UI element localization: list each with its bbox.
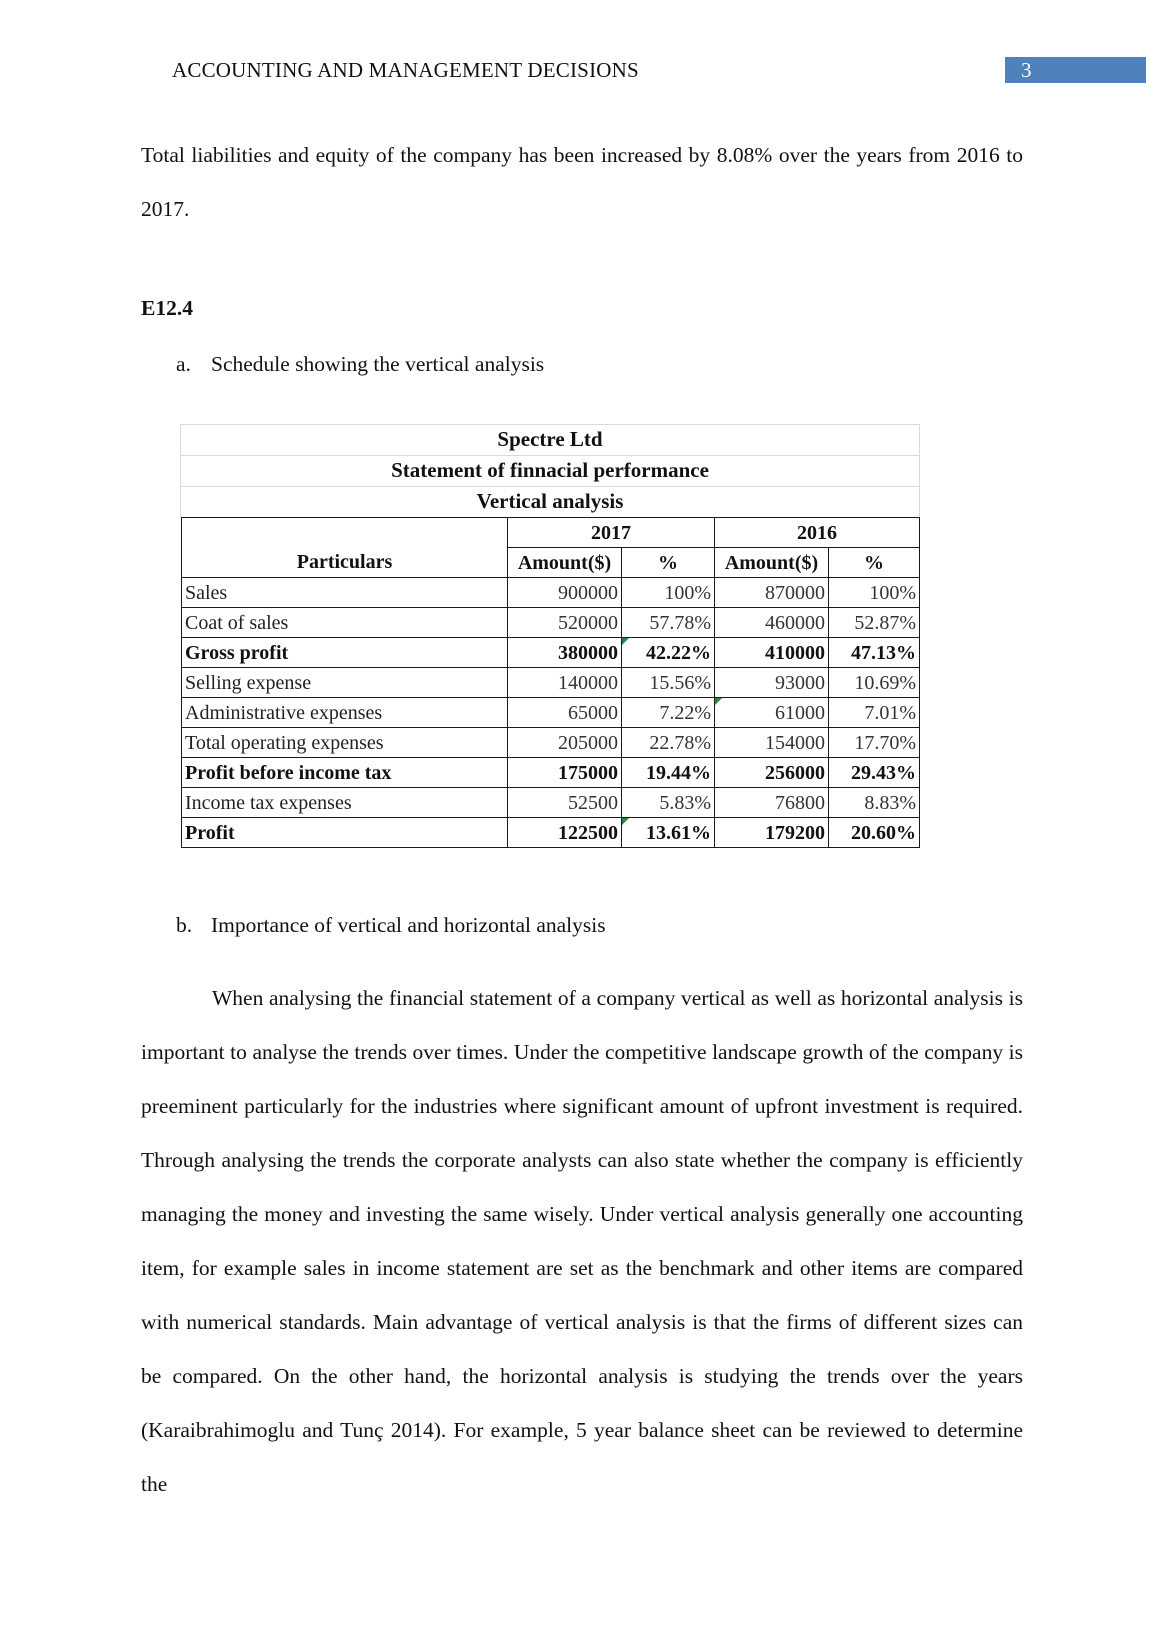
list-item-text: Schedule showing the vertical analysis	[211, 352, 545, 376]
table-column-header-row	[182, 548, 920, 578]
year-2016-header: 2016	[715, 518, 920, 548]
list-item-a	[176, 352, 544, 377]
list-item-text: Importance of vertical and horizontal analysis	[211, 913, 606, 937]
table-statement-title: Statement of finnacial performance	[391, 458, 709, 482]
body-paragraph: When analysing the financial statement of a company vertical as well as horizontal analysis is important to analyse the trends over times. Under the competitive landscape growth of the company is preeminent particularly for the industries where significant amount of upfront investment is required. Through analysing the trends the corporate analysts can also state whether the company is efficiently managing the money and investing the same wisely. Under vertical analysis generally one accounting item, for example sales in income statement are set as the benchmark and other items are compared with numerical standards. Main advantage of vertical analysis is that the firms of different sizes can be compared. On the other hand, the horizontal analysis is studying the trends over the years (Karaibrahimoglu and Tunç 2014). For example, 5 year balance sheet can be reviewed to determine the	[141, 986, 1023, 1496]
table-row	[182, 728, 920, 758]
row-label: Profit	[182, 818, 508, 848]
percent-2017: 22.78%	[622, 728, 715, 758]
amount-2016: 76800	[715, 788, 829, 818]
percent-2017: 100%	[622, 578, 715, 608]
table-row	[182, 818, 920, 848]
percent-2016: 52.87%	[829, 608, 920, 638]
percent-2017: 5.83%	[622, 788, 715, 818]
amount-2017-header: Amount($)	[508, 548, 622, 578]
percent-2016: 29.43%	[829, 758, 920, 788]
table-analysis-title: Vertical analysis	[476, 489, 624, 513]
row-label: Coat of sales	[182, 608, 508, 638]
row-label: Sales	[182, 578, 508, 608]
percent-2017: 42.22%	[622, 638, 715, 668]
percent-2017: 13.61%	[622, 818, 715, 848]
table-row	[182, 698, 920, 728]
row-label: Administrative expenses	[182, 698, 508, 728]
amount-2017: 140000	[508, 668, 622, 698]
percent-2017: 57.78%	[622, 608, 715, 638]
amount-2017: 175000	[508, 758, 622, 788]
table-year-row	[182, 518, 920, 548]
amount-2017: 52500	[508, 788, 622, 818]
page-number: 3	[1021, 58, 1032, 82]
amount-2017: 65000	[508, 698, 622, 728]
section-heading: E12.4	[141, 296, 193, 320]
table-row	[182, 578, 920, 608]
amount-2016: 460000	[715, 608, 829, 638]
percent-2017: 7.22%	[622, 698, 715, 728]
intro-paragraph: Total liabilities and equity of the company has been increased by 8.08% over the years from 2016 to 2017.	[141, 143, 1023, 221]
percent-2016: 100%	[829, 578, 920, 608]
table-company-title: Spectre Ltd	[497, 427, 603, 451]
row-label: Gross profit	[182, 638, 508, 668]
list-item-b	[176, 913, 606, 938]
particulars-spacer-cell	[182, 518, 508, 548]
table-row	[182, 758, 920, 788]
amount-2016: 870000	[715, 578, 829, 608]
percent-2017-header: %	[622, 548, 715, 578]
percent-2016: 17.70%	[829, 728, 920, 758]
amount-2016: 256000	[715, 758, 829, 788]
amount-2016: 410000	[715, 638, 829, 668]
row-label: Income tax expenses	[182, 788, 508, 818]
row-label: Profit before income tax	[182, 758, 508, 788]
table-row	[182, 788, 920, 818]
percent-2016-header: %	[829, 548, 920, 578]
amount-2016: 154000	[715, 728, 829, 758]
list-marker: b.	[176, 913, 193, 937]
amount-2016-header: Amount($)	[715, 548, 829, 578]
list-marker: a.	[176, 352, 191, 376]
percent-2016: 10.69%	[829, 668, 920, 698]
amount-2017: 520000	[508, 608, 622, 638]
percent-2017: 15.56%	[622, 668, 715, 698]
amount-2017: 122500	[508, 818, 622, 848]
table-row	[182, 668, 920, 698]
page-number-box	[1005, 57, 1146, 83]
percent-2016: 47.13%	[829, 638, 920, 668]
vertical-analysis-table-image	[180, 424, 920, 862]
percent-2017: 19.44%	[622, 758, 715, 788]
percent-2016: 8.83%	[829, 788, 920, 818]
amount-2017: 205000	[508, 728, 622, 758]
percent-2016: 7.01%	[829, 698, 920, 728]
percent-2016: 20.60%	[829, 818, 920, 848]
particulars-header: Particulars	[182, 548, 508, 578]
table-row	[182, 608, 920, 638]
amount-2016: 179200	[715, 818, 829, 848]
amount-2016: 93000	[715, 668, 829, 698]
amount-2017: 380000	[508, 638, 622, 668]
year-2017-header: 2017	[508, 518, 715, 548]
row-label: Selling expense	[182, 668, 508, 698]
amount-2016: 61000	[715, 698, 829, 728]
vertical-analysis-table	[181, 517, 920, 848]
running-head-title: ACCOUNTING AND MANAGEMENT DECISIONS	[172, 58, 639, 82]
row-label: Total operating expenses	[182, 728, 508, 758]
table-row	[182, 638, 920, 668]
amount-2017: 900000	[508, 578, 622, 608]
